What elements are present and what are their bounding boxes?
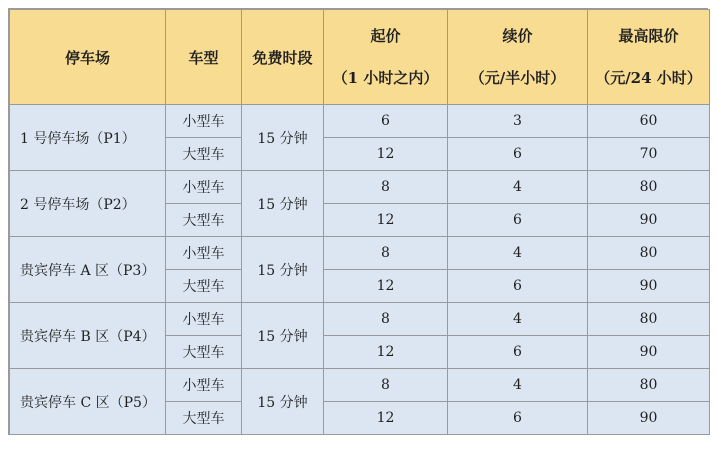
start-price-cell: 8 — [324, 369, 448, 402]
price-table — [9, 9, 710, 435]
table-row — [10, 171, 710, 204]
max-price-cell: 60 — [588, 105, 710, 138]
continue-price-cell: 3 — [448, 105, 588, 138]
header-continue-price — [448, 10, 588, 105]
header-start-price — [324, 10, 448, 105]
free-period-cell: 15 分钟 — [242, 303, 324, 369]
continue-price-cell: 4 — [448, 369, 588, 402]
start-price-cell: 8 — [324, 171, 448, 204]
max-price-cell: 90 — [588, 402, 710, 435]
vehicle-type-cell: 大型车 — [166, 138, 242, 171]
continue-price-cell: 6 — [448, 204, 588, 237]
header-row — [10, 10, 710, 105]
continue-price-cell: 6 — [448, 270, 588, 303]
header-vehicle-type: 车型 — [166, 10, 242, 105]
table-row — [10, 369, 710, 402]
start-price-cell: 8 — [324, 303, 448, 336]
continue-price-cell: 4 — [448, 303, 588, 336]
header-lot: 停车场 — [10, 10, 166, 105]
lot-name: 1 号停车场（P1） — [10, 105, 166, 171]
table-row — [10, 105, 710, 138]
table-row — [10, 303, 710, 336]
header-max-price-title: 最高限价 — [618, 27, 679, 45]
header-max-price — [588, 10, 710, 105]
parking-fee-table — [8, 8, 708, 435]
header-max-price-unit: （元/24 小时） — [595, 69, 702, 87]
continue-price-cell: 6 — [448, 336, 588, 369]
continue-price-cell: 6 — [448, 402, 588, 435]
header-continue-price-unit: （元/半小时） — [469, 69, 566, 87]
free-period-cell: 15 分钟 — [242, 105, 324, 171]
max-price-cell: 80 — [588, 303, 710, 336]
start-price-cell: 12 — [324, 402, 448, 435]
lot-name: 贵宾停车 C 区（P5） — [10, 369, 166, 435]
max-price-cell: 90 — [588, 270, 710, 303]
start-price-cell: 12 — [324, 204, 448, 237]
lot-name: 2 号停车场（P2） — [10, 171, 166, 237]
vehicle-type-cell: 小型车 — [166, 105, 242, 138]
start-price-cell: 6 — [324, 105, 448, 138]
start-price-cell: 12 — [324, 336, 448, 369]
max-price-cell: 70 — [588, 138, 710, 171]
header-free-period: 免费时段 — [242, 10, 324, 105]
start-price-cell: 12 — [324, 270, 448, 303]
vehicle-type-cell: 小型车 — [166, 237, 242, 270]
continue-price-cell: 4 — [448, 171, 588, 204]
lot-name: 贵宾停车 A 区（P3） — [10, 237, 166, 303]
max-price-cell: 80 — [588, 237, 710, 270]
start-price-cell: 12 — [324, 138, 448, 171]
vehicle-type-cell: 小型车 — [166, 303, 242, 336]
header-start-price-title: 起价 — [370, 27, 401, 45]
max-price-cell: 80 — [588, 171, 710, 204]
max-price-cell: 80 — [588, 369, 710, 402]
continue-price-cell: 6 — [448, 138, 588, 171]
continue-price-cell: 4 — [448, 237, 588, 270]
header-start-price-unit: （1 小时之内） — [332, 69, 439, 87]
lot-name: 贵宾停车 B 区（P4） — [10, 303, 166, 369]
header-continue-price-title: 续价 — [502, 27, 533, 45]
vehicle-type-cell: 小型车 — [166, 369, 242, 402]
max-price-cell: 90 — [588, 204, 710, 237]
vehicle-type-cell: 大型车 — [166, 270, 242, 303]
free-period-cell: 15 分钟 — [242, 369, 324, 435]
vehicle-type-cell: 大型车 — [166, 336, 242, 369]
vehicle-type-cell: 大型车 — [166, 402, 242, 435]
max-price-cell: 90 — [588, 336, 710, 369]
vehicle-type-cell: 小型车 — [166, 171, 242, 204]
table-row — [10, 237, 710, 270]
vehicle-type-cell: 大型车 — [166, 204, 242, 237]
free-period-cell: 15 分钟 — [242, 237, 324, 303]
start-price-cell: 8 — [324, 237, 448, 270]
free-period-cell: 15 分钟 — [242, 171, 324, 237]
